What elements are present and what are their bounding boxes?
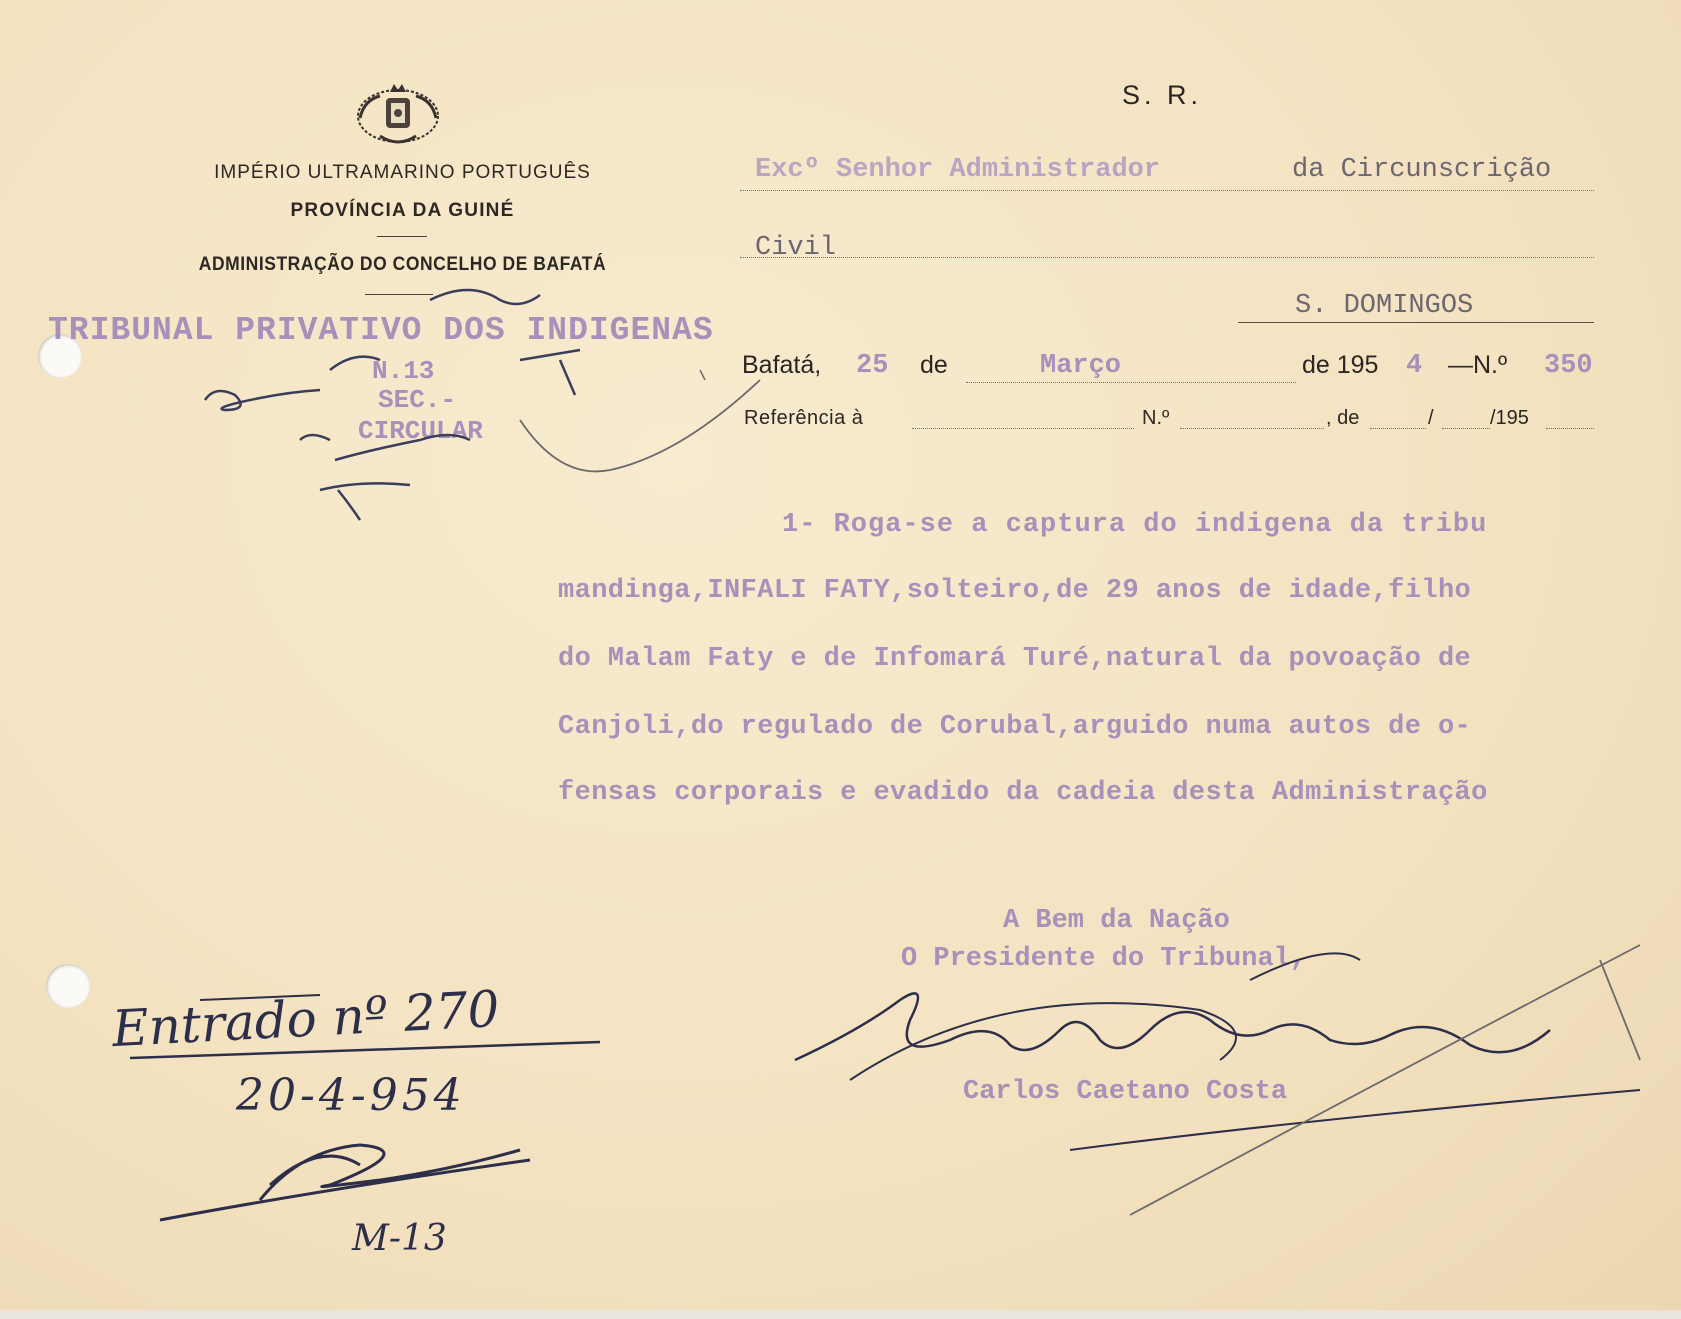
dateline-year-label: de 195 <box>1302 351 1379 379</box>
stamp-circular: CIRCULAR <box>358 416 483 446</box>
addressee-line-2-rule <box>740 257 1594 258</box>
dateline-de: de <box>920 351 948 379</box>
reference-rule-5 <box>1546 428 1594 429</box>
handwritten-code: M-13 <box>352 1218 447 1259</box>
dateline-month: Março <box>1040 351 1122 381</box>
handwritten-entry-note: Entrado nº 270 <box>110 979 501 1059</box>
letterhead-divider-1 <box>377 236 427 237</box>
letterhead-divider-2 <box>365 294 433 295</box>
dateline-number-label: —N.º <box>1448 351 1508 379</box>
dateline-day: 25 <box>856 351 889 381</box>
body-line-1: 1- Roga-se a captura do indigena da tribu <box>782 510 1488 540</box>
addressee-typed: Excº Senhor Administrador <box>755 155 1161 185</box>
stamp-section: SEC.- <box>378 385 457 415</box>
addressee-line-1: da Circunscrição <box>1292 155 1552 185</box>
reference-rule-4 <box>1442 428 1490 429</box>
body-line-3: do Malam Faty e de Infomará Turé,natural da povoação de <box>558 644 1472 674</box>
letterhead-line-3: ADMINISTRAÇÃO DO CONCELHO DE BAFATÁ <box>198 254 607 275</box>
punch-hole-bottom <box>46 964 90 1008</box>
reference-rule-1 <box>912 428 1134 429</box>
reference-label: Referência à <box>744 407 864 429</box>
dateline-year-digit: 4 <box>1406 351 1423 381</box>
body-line-4: Canjoli,do regulado de Corubal,arguido numa autos de o- <box>558 712 1472 742</box>
closing-salutation: A Bem da Nação <box>1003 906 1230 936</box>
reference-rule-2 <box>1180 428 1324 429</box>
letterhead-line-1: IMPÉRIO ULTRAMARINO PORTUGUÊS <box>214 162 591 183</box>
reference-number-label: N.º <box>1142 407 1170 429</box>
addressee-line-3-rule <box>1238 322 1594 323</box>
addressee-line-1-rule <box>740 190 1594 191</box>
dateline-month-rule <box>966 382 1296 383</box>
addressee-line-3: S. DOMINGOS <box>1295 291 1474 321</box>
dateline-number: 350 <box>1544 351 1593 381</box>
signatory-name: Carlos Caetano Costa <box>963 1077 1288 1107</box>
reference-year-label: /195 <box>1490 407 1529 429</box>
reference-rule-3 <box>1370 428 1426 429</box>
reference-de-label: , de <box>1326 407 1360 429</box>
addressee-line-2: Civil <box>755 233 837 263</box>
handwritten-entry-date: 20-4-954 <box>236 1070 466 1121</box>
body-line-5: fensas corporais e evadido da cadeia desta Administração <box>558 778 1488 808</box>
letterhead-line-2: PROVÍNCIA DA GUINÉ <box>290 200 515 221</box>
stamp-tribunal: TRIBUNAL PRIVATIVO DOS INDIGENAS <box>48 312 714 349</box>
coat-of-arms-icon <box>350 78 446 150</box>
reference-slash: / <box>1428 407 1434 429</box>
scan-edge <box>0 1310 1681 1319</box>
dateline-place: Bafatá, <box>742 351 822 379</box>
sr-heading: S. R. <box>1122 80 1203 110</box>
stamp-number: N.13 <box>372 356 435 386</box>
body-line-2: mandinga,INFALI FATY,solteiro,de 29 anos de idade,filho <box>558 576 1472 606</box>
closing-title: O Presidente do Tribunal, <box>901 944 1307 974</box>
